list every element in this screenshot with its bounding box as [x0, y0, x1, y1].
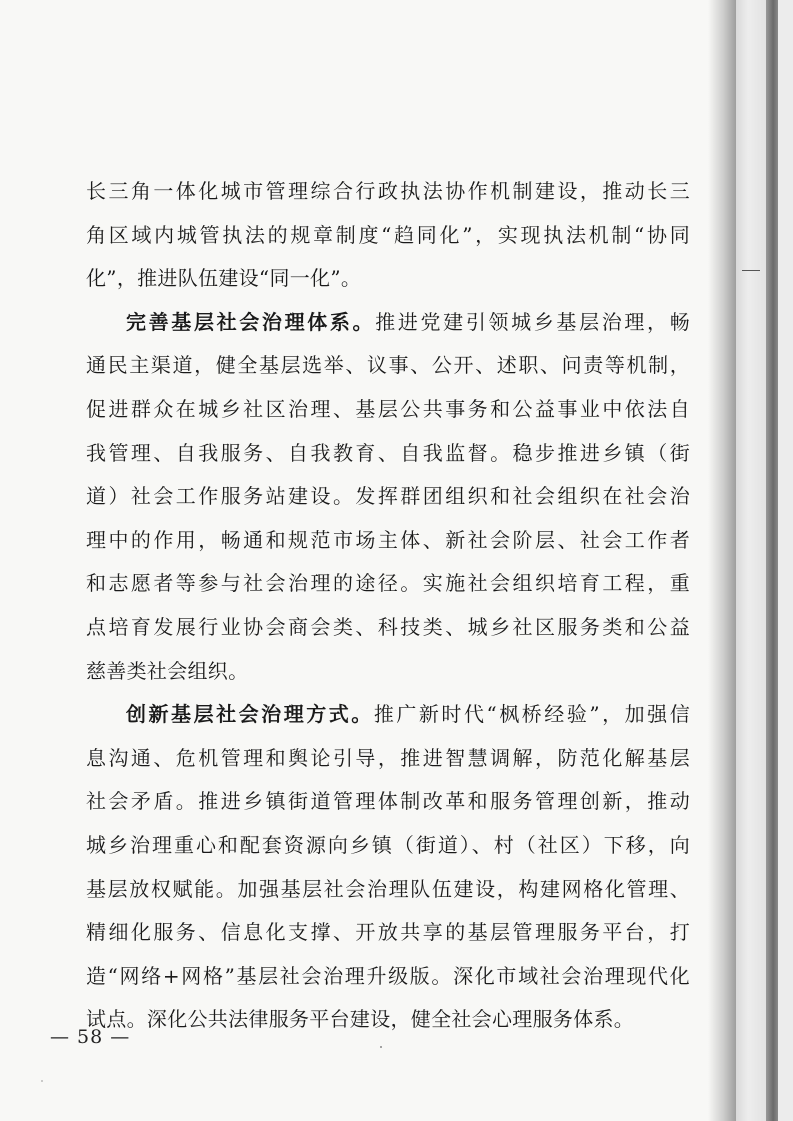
line-text: 点培育发展行业协会商会类、科技类、城乡社区服务类和公益 — [86, 614, 690, 639]
scan-edge-shadow — [708, 0, 736, 1121]
text-line — [86, 650, 690, 694]
line-text: 精细化服务、信息化支撑、开放共享的基层管理服务平台，打 — [86, 920, 690, 945]
text-line — [86, 257, 690, 301]
line-text: 推进党建引领城乡基层治理，畅 — [375, 309, 690, 334]
text-line — [86, 214, 690, 258]
line-text: 推广新时代“枫桥经验”，加强信 — [373, 702, 690, 727]
line-text: 城乡治理重心和配套资源向乡镇（街道）、村（社区）下移，向 — [86, 832, 690, 857]
line-text: 我管理、自我服务、自我教育、自我监督。稳步推进乡镇（街 — [86, 440, 690, 465]
text-line — [86, 780, 690, 824]
line-text: 息沟通、危机管理和舆论引导，推进智慧调解，防范化解基层 — [86, 745, 690, 770]
scan-edge-shadow — [736, 0, 766, 1121]
line-text: 试点。深化公共法律服务平台建设，健全社会心理服务体系。 — [86, 1007, 635, 1032]
text-line — [86, 170, 690, 214]
text-line — [86, 868, 690, 912]
scan-edge-shadow — [766, 0, 778, 1121]
line-text: 通民主渠道，健全基层选举、议事、公开、述职、问责等机制， — [86, 353, 690, 378]
line-text: 造“网络+网格”基层社会治理升级版。深化市域社会治理现代化 — [86, 963, 690, 988]
scan-speck — [41, 1080, 43, 1082]
scan-edge-shadow — [778, 0, 793, 1121]
line-text: 基层放权赋能。加强基层社会治理队伍建设，构建网格化管理、 — [86, 876, 690, 901]
line-text: 化”，推进队伍建设“同一化”。 — [86, 266, 362, 291]
body-text — [86, 170, 690, 1042]
line-text: 慈善类社会组织。 — [86, 658, 249, 683]
line-text: 理中的作用，畅通和规范市场主体、新社会阶层、社会工作者 — [86, 527, 690, 552]
paragraph-heading: 完善基层社会治理体系。 — [126, 309, 376, 334]
text-line — [86, 911, 690, 955]
text-line — [86, 432, 690, 476]
text-line — [86, 519, 690, 563]
paragraph-heading: 创新基层社会治理方式。 — [126, 702, 374, 727]
margin-tick — [742, 270, 760, 271]
text-line — [86, 955, 690, 999]
text-line — [86, 998, 690, 1042]
text-line — [86, 301, 690, 345]
text-line — [86, 693, 690, 737]
text-line — [86, 606, 690, 650]
text-line — [86, 824, 690, 868]
line-text: 道）社会工作服务站建设。发挥群团组织和社会组织在社会治 — [86, 484, 690, 509]
text-line — [86, 475, 690, 519]
text-line — [86, 562, 690, 606]
line-text: 促进群众在城乡社区治理、基层公共事务和公益事业中依法自 — [86, 396, 690, 421]
text-line — [86, 388, 690, 432]
text-line — [86, 737, 690, 781]
scan-speck — [380, 1046, 382, 1048]
page-number: — 58 — — [50, 1026, 131, 1048]
line-text: 长三角一体化城市管理综合行政执法协作机制建设，推动长三 — [86, 179, 690, 203]
text-line — [86, 344, 690, 388]
line-text: 角区域内城管执法的规章制度“趋同化”，实现执法机制“协同 — [86, 222, 690, 247]
line-text: 社会矛盾。推进乡镇街道管理体制改革和服务管理创新，推动 — [86, 789, 690, 814]
line-text: 和志愿者等参与社会治理的途径。实施社会组织培育工程，重 — [86, 571, 690, 596]
